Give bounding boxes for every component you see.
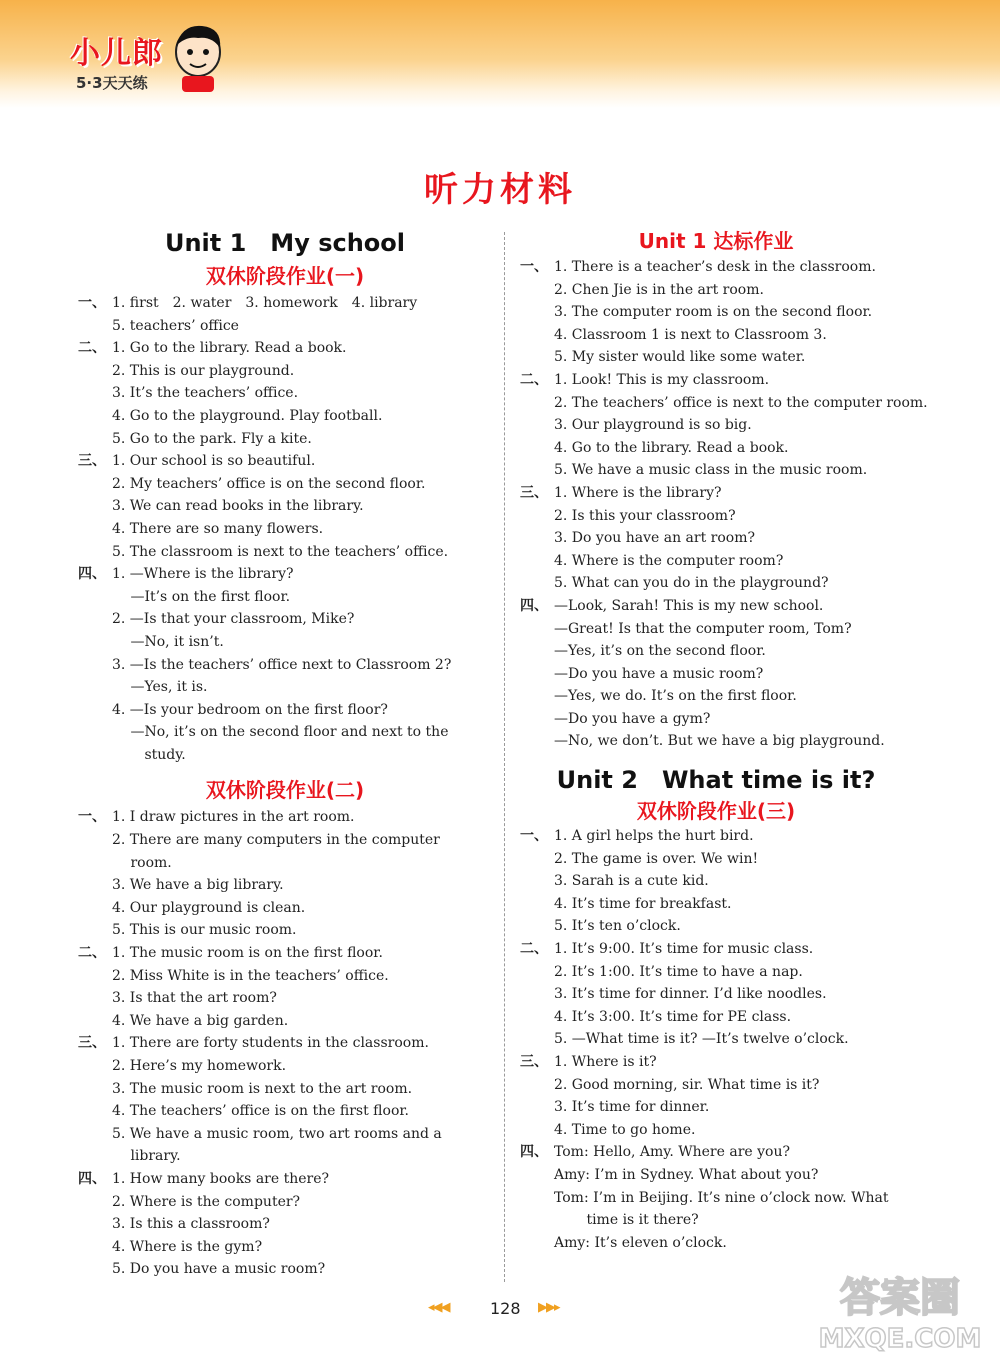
line-text: 5. We have a music class in the music room.	[554, 462, 868, 479]
line-text: study.	[112, 746, 186, 763]
brand-title: 小儿郎	[70, 36, 163, 71]
line-text: —No, we don’t. But we have a big playground.	[554, 733, 885, 750]
list-item	[78, 676, 492, 699]
line-text: 4. Where is the computer room?	[554, 552, 784, 569]
line-text: 1. There is a teacher’s desk in the classroom.	[554, 259, 876, 275]
page-number: 128	[490, 1299, 521, 1318]
list-item	[520, 730, 912, 753]
line-text: 5. This is our music room.	[112, 922, 297, 939]
list-item	[520, 1074, 912, 1097]
question-marker: 三、	[78, 1035, 106, 1052]
line-text: 4. Go to the library. Read a book.	[554, 439, 789, 456]
line-text: 3. It’s time for dinner.	[554, 1099, 710, 1116]
column-divider	[504, 232, 505, 1282]
line-text: 5. Do you have a music room?	[112, 1261, 326, 1278]
watermark-logo	[810, 1265, 990, 1355]
line-text: 3. —Is the teachers’ office next to Classroom 2?	[112, 656, 452, 673]
list-item	[78, 919, 492, 942]
line-text: —It’s on the first floor.	[112, 588, 291, 605]
line-text: Tom: I’m in Beijing. It’s nine o’clock now. What	[554, 1189, 889, 1206]
line-text: 3. We have a big library.	[112, 877, 284, 894]
line-text: —Yes, it’s on the second floor.	[554, 643, 766, 660]
section-body	[78, 292, 492, 766]
brand-subtitle: 5·3天天练	[76, 74, 148, 92]
list-item	[520, 505, 912, 528]
line-text: 1. How many books are there?	[112, 1170, 329, 1187]
line-text: 2. Where is the computer?	[112, 1193, 301, 1210]
list-item	[78, 586, 492, 609]
question-marker: 四、	[78, 566, 106, 583]
list-item	[78, 965, 492, 988]
list-item	[520, 685, 912, 708]
prev-arrows-icon: ◂◀◀	[428, 1300, 449, 1315]
list-item	[78, 1191, 492, 1214]
list-item	[78, 1236, 492, 1259]
list-item	[520, 618, 912, 641]
list-item	[78, 897, 492, 920]
line-text: 1. Where is the library?	[554, 484, 722, 501]
line-text: 4. Go to the playground. Play football.	[112, 407, 383, 424]
list-item	[78, 1123, 492, 1146]
line-text: 3. It’s time for dinner. I’d like noodles.	[554, 986, 827, 1003]
unit-title: Unit 1 达标作业	[638, 229, 794, 253]
list-item	[520, 437, 912, 460]
question-marker: 四、	[520, 597, 548, 614]
list-item	[78, 1010, 492, 1033]
list-item	[78, 987, 492, 1010]
line-text: 5. Go to the park. Fly a kite.	[112, 430, 312, 447]
list-item	[78, 1258, 492, 1281]
list-item	[78, 1168, 492, 1191]
line-text: 4. —Is your bedroom on the first floor?	[112, 701, 388, 718]
list-item	[520, 1051, 912, 1074]
line-text: 3. The music room is next to the art room.	[112, 1080, 413, 1097]
line-text: 5. My sister would like some water.	[554, 349, 806, 366]
list-item	[520, 893, 912, 916]
list-item	[520, 550, 912, 573]
line-text: 3. Do you have an art room?	[554, 530, 755, 547]
list-item	[78, 541, 492, 564]
line-text: 4. There are so many flowers.	[112, 520, 324, 537]
list-item	[520, 708, 912, 731]
list-item	[520, 663, 912, 686]
line-text: 2. There are many computers in the computer	[112, 832, 440, 849]
list-item	[78, 829, 492, 852]
line-text: 1. Where is it?	[554, 1054, 657, 1070]
line-text: 4. Time to go home.	[554, 1121, 696, 1138]
unit-title: Unit 1 My school	[164, 229, 405, 257]
question-marker: 一、	[78, 809, 106, 826]
left-column	[78, 226, 492, 1281]
list-item	[520, 983, 912, 1006]
line-text: 5. We have a music room, two art rooms and a	[112, 1125, 442, 1142]
list-item	[520, 301, 912, 324]
list-item	[78, 1078, 492, 1101]
list-item	[78, 942, 492, 965]
list-item	[78, 608, 492, 631]
list-item	[520, 1141, 912, 1164]
line-text: 1. The music room is on the first floor.	[112, 945, 383, 962]
list-item	[520, 459, 912, 482]
question-marker: 三、	[78, 453, 106, 470]
line-text: 3. It’s the teachers’ office.	[112, 385, 299, 402]
line-text: 1. first 2. water 3. homework 4. library	[112, 295, 418, 311]
list-item	[78, 1100, 492, 1123]
list-item	[78, 874, 492, 897]
line-text: 3. Is this a classroom?	[112, 1216, 270, 1233]
line-text: 2. My teachers’ office is on the second floor.	[112, 475, 426, 492]
line-text: 5. teachers’ office	[112, 317, 239, 334]
question-marker: 三、	[520, 484, 548, 501]
list-item	[520, 848, 912, 871]
right-column	[520, 226, 928, 1254]
list-item	[520, 915, 912, 938]
list-item	[78, 1032, 492, 1055]
list-item	[520, 1119, 912, 1142]
line-text: —No, it’s on the second floor and next to the	[112, 724, 449, 741]
section-heading: 双休阶段作业(一)	[205, 264, 365, 288]
list-item	[520, 482, 912, 505]
list-item	[520, 369, 912, 392]
line-text: 1. There are forty students in the classroom.	[112, 1035, 429, 1052]
list-item	[78, 518, 492, 541]
list-item	[520, 1006, 912, 1029]
list-item	[520, 1164, 912, 1187]
list-item	[78, 382, 492, 405]
line-text: Amy: I’m in Sydney. What about you?	[554, 1166, 819, 1183]
line-text: 4. It’s time for breakfast.	[554, 895, 732, 912]
list-item	[78, 337, 492, 360]
list-item	[520, 1096, 912, 1119]
list-item	[78, 428, 492, 451]
question-marker: 四、	[520, 1144, 548, 1161]
list-item	[520, 392, 928, 415]
line-text: 1. Look! This is my classroom.	[554, 371, 770, 388]
list-item	[78, 405, 492, 428]
list-item	[520, 346, 912, 369]
line-text: 5. —What time is it? —It’s twelve o’clock.	[554, 1031, 849, 1048]
list-item	[520, 595, 912, 618]
line-text: time is it there?	[554, 1212, 699, 1229]
line-text: 1. It’s 9:00. It’s time for music class.	[554, 941, 814, 958]
question-marker: 二、	[78, 945, 106, 962]
question-marker: 二、	[520, 941, 548, 958]
question-marker: 一、	[78, 295, 106, 311]
line-text: 2. The game is over. We win!	[554, 850, 759, 867]
section-body	[78, 806, 492, 1280]
list-item	[78, 473, 492, 496]
line-text: 4. It’s 3:00. It’s time for PE class.	[554, 1008, 792, 1025]
list-item	[78, 631, 492, 654]
list-item	[78, 654, 492, 677]
line-text: 2. It’s 1:00. It’s time to have a nap.	[554, 963, 803, 980]
next-arrows-icon: ▶▶▸	[538, 1300, 559, 1315]
line-text: 2. Miss White is in the teachers’ office.	[112, 967, 389, 984]
line-text: —Yes, we do. It’s on the first floor.	[554, 688, 797, 705]
line-text: 2. Chen Jie is in the art room.	[554, 281, 764, 298]
line-text: 5. What can you do in the playground?	[554, 575, 829, 592]
line-text: 2. This is our playground.	[112, 362, 295, 379]
line-text: 1. I draw pictures in the art room.	[112, 809, 355, 826]
list-item	[520, 324, 912, 347]
line-text: —No, it isn’t.	[112, 633, 224, 650]
line-text: 2. Good morning, sir. What time is it?	[554, 1076, 820, 1093]
line-text: Amy: It’s eleven o’clock.	[554, 1234, 727, 1251]
line-text: 3. Our playground is so big.	[554, 417, 752, 434]
list-item	[520, 870, 912, 893]
line-text: 4. We have a big garden.	[112, 1012, 289, 1029]
question-marker: 一、	[520, 259, 548, 275]
line-text: 1. —Where is the library?	[112, 566, 294, 583]
line-text: 4. Classroom 1 is next to Classroom 3.	[554, 326, 827, 343]
list-item	[78, 1213, 492, 1236]
list-item	[78, 806, 492, 829]
line-text: 1. Go to the library. Read a book.	[112, 340, 347, 357]
line-text: room.	[112, 854, 172, 871]
list-item	[78, 292, 492, 315]
list-item	[78, 721, 492, 744]
list-item	[520, 527, 912, 550]
list-item	[78, 744, 492, 767]
line-text: 4. Where is the gym?	[112, 1238, 263, 1255]
list-item	[520, 961, 912, 984]
question-marker: 三、	[520, 1054, 548, 1070]
line-text: 1. A girl helps the hurt bird.	[554, 828, 754, 845]
list-item	[520, 1209, 912, 1232]
line-text: 2. Here’s my homework.	[112, 1058, 287, 1074]
list-item	[520, 1028, 912, 1051]
line-text: 3. Is that the art room?	[112, 990, 277, 1007]
section-heading: 双休阶段作业(三)	[636, 799, 796, 824]
list-item	[78, 563, 492, 586]
list-item	[520, 938, 912, 961]
line-text: —Do you have a gym?	[554, 710, 711, 727]
list-item	[78, 315, 492, 338]
line-text: 2. —Is that your classroom, Mike?	[112, 611, 355, 628]
list-item	[520, 640, 912, 663]
list-item	[78, 360, 492, 383]
line-text: 3. We can read books in the library.	[112, 498, 364, 515]
unit-title: Unit 2 What time is it?	[556, 766, 876, 795]
line-text: —Great! Is that the computer room, Tom?	[554, 620, 852, 637]
list-item	[78, 1055, 492, 1078]
line-text: 4. The teachers’ office is on the first floor.	[112, 1103, 409, 1120]
mascot-icon	[168, 22, 228, 94]
list-item	[78, 450, 492, 473]
line-text: —Look, Sarah! This is my new school.	[554, 597, 824, 614]
question-marker: 四、	[78, 1170, 106, 1187]
list-item	[78, 852, 492, 875]
line-text: 5. The classroom is next to the teachers’ office.	[112, 543, 449, 560]
line-text: —Yes, it is.	[112, 679, 208, 696]
list-item	[520, 825, 912, 848]
line-text: 3. Sarah is a cute kid.	[554, 873, 709, 890]
line-text: 3. The computer room is on the second floor.	[554, 304, 873, 321]
list-item	[78, 1145, 492, 1168]
list-item	[520, 1187, 912, 1210]
page-title: 听力材料	[424, 170, 576, 210]
list-item	[520, 279, 912, 302]
line-text: 4. Our playground is clean.	[112, 899, 306, 916]
line-text: 2. The teachers’ office is next to the computer room.	[554, 394, 928, 411]
section-body	[520, 256, 928, 753]
watermark-en: MXQE.COM	[818, 1324, 982, 1354]
line-text: 1. Our school is so beautiful.	[112, 453, 316, 470]
line-text: 5. It’s ten o’clock.	[554, 918, 681, 935]
line-text: Tom: Hello, Amy. Where are you?	[554, 1144, 790, 1161]
list-item	[520, 1232, 912, 1255]
list-item	[78, 699, 492, 722]
list-item	[520, 256, 912, 279]
question-marker: 二、	[78, 340, 106, 357]
list-item	[520, 414, 912, 437]
section-body	[520, 825, 912, 1254]
list-item	[520, 572, 912, 595]
list-item	[78, 495, 492, 518]
question-marker: 二、	[520, 371, 548, 388]
question-marker: 一、	[520, 828, 548, 845]
page-footer	[420, 1296, 590, 1324]
line-text: library.	[112, 1148, 181, 1165]
line-text: —Do you have a music room?	[554, 665, 764, 682]
watermark-cn: 答案圈	[840, 1275, 960, 1321]
line-text: 2. Is this your classroom?	[554, 507, 736, 524]
section-heading: 双休阶段作业(二)	[205, 778, 365, 803]
